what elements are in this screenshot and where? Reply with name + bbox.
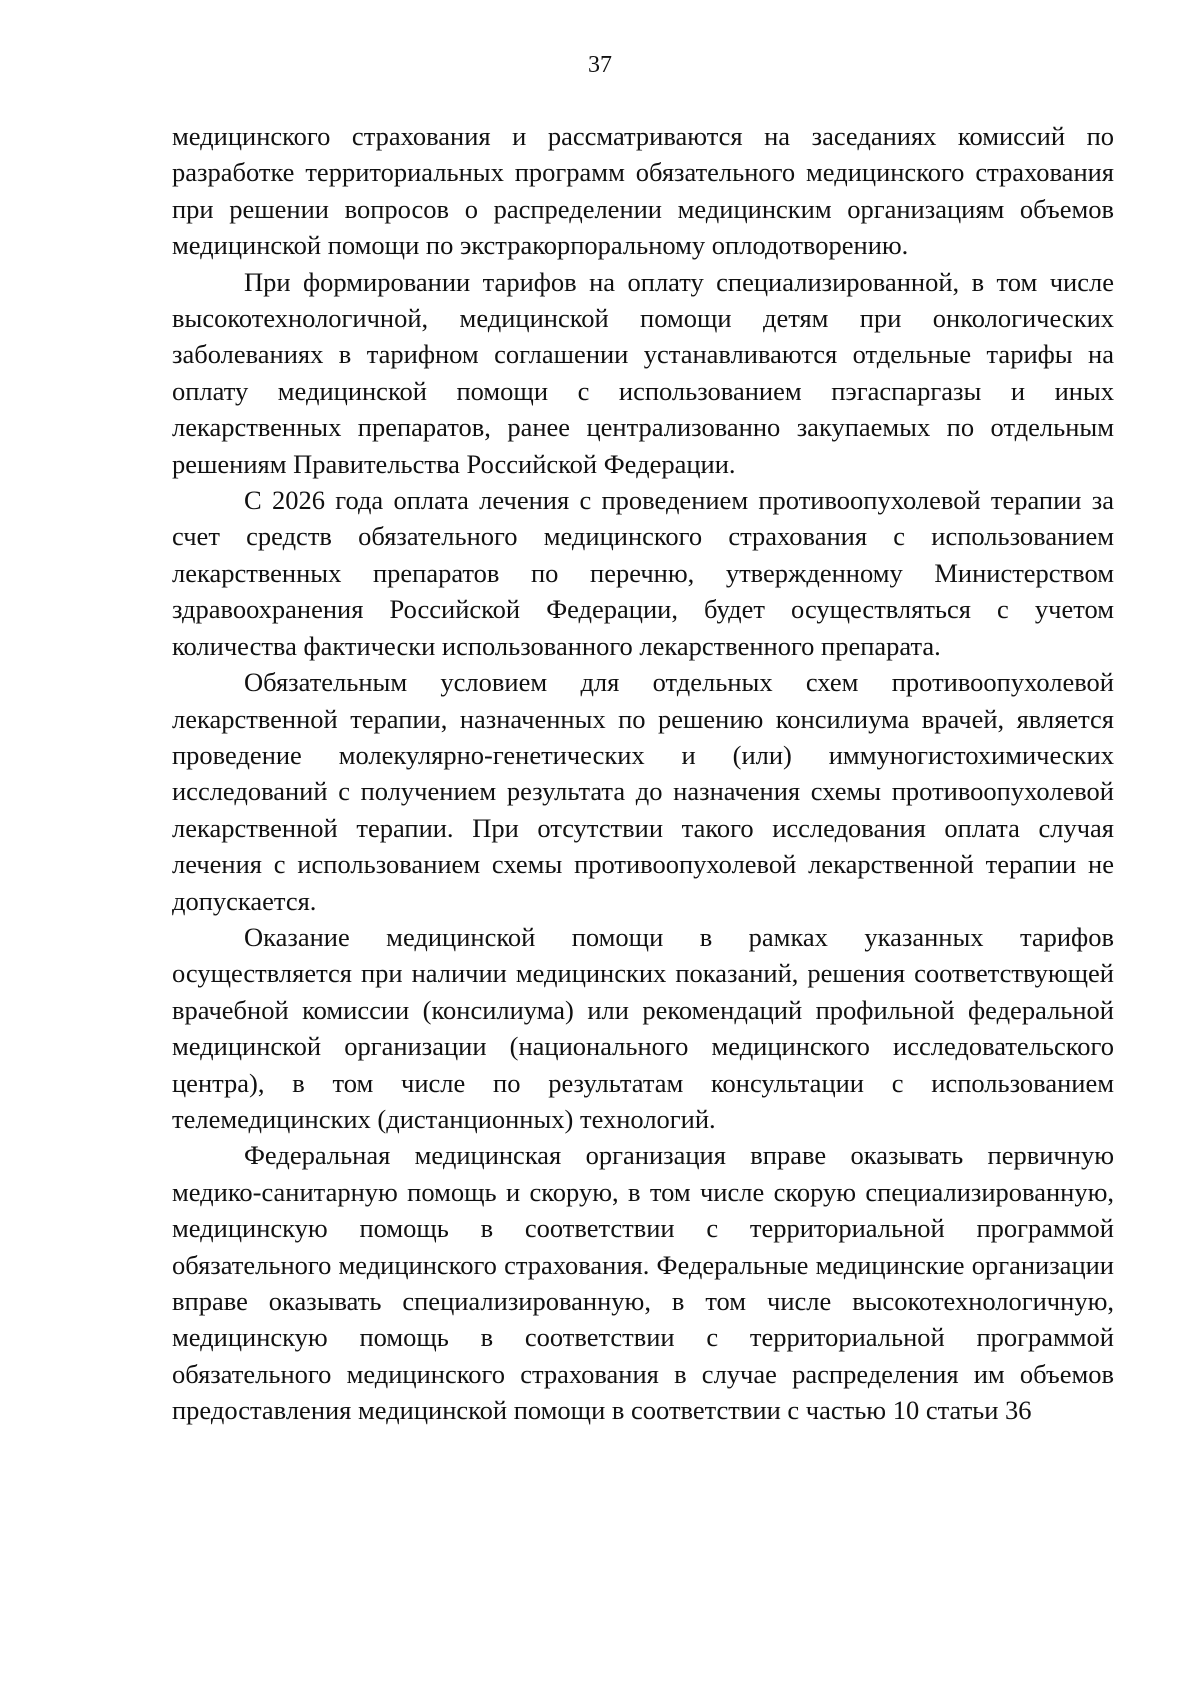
- paragraph-5: Оказание медицинской помощи в рамках указанных тарифов осуществляется при наличии медицинских показаний, решения соответствующей врачебной комиссии (консилиума) или рекомендаций профильной федеральной медицинской организации (национального медицинского исследовательского центра), в том числе по результатам консультации с использованием телемедицинских (дистанционных) технологий.: [172, 921, 1114, 1134]
- paragraph-1: медицинского страхования и рассматриваются на заседаниях комиссий по разработке территориальных программ обязательного медицинского страхования при решении вопросов о распределении медицинским организациям объемов медицинской помощи по экстракорпоральному оплодотворению.: [172, 121, 1114, 261]
- paragraph-3: С 2026 года оплата лечения с проведением противоопухолевой терапии за счет средств обязательного медицинского страхования с использованием лекарственных препаратов по перечню, утвержденному Министерством здравоохранения Российской Федерации, будет осуществляться с учетом количества фактически использованного лекарственного препарата.: [172, 485, 1114, 661]
- paragraph-6: Федеральная медицинская организация вправе оказывать первичную медико-санитарную помощь и скорую, в том числе скорую специализированную, медицинскую помощь в соответствии с территориальной программой обязательного медицинского страхования. Федеральные медицинские организации вправе оказывать специализированную, в том числе высокотехнологичную, медицинскую помощь в соответствии с территориальной программой обязательного медицинского страхования в случае распределения им объемов предоставления медицинской помощи в соответствии с частью 10 статьи 36: [172, 1140, 1114, 1426]
- paragraph-2: При формировании тарифов на оплату специализированной, в том числе высокотехнологичной, медицинской помощи детям при онкологических заболеваниях в тарифном соглашении устанавливаются отдельные тарифы на оплату медицинской помощи с использованием пэгаспаргазы и иных лекарственных препаратов, ранее централизованно закупаемых по отдельным решениям Правительства Российской Федерации.: [172, 266, 1114, 479]
- paragraph-4: Обязательным условием для отдельных схем противоопухолевой лекарственной терапии, назначенных по решению консилиума врачей, является проведение молекулярно-генетических и (или) иммуногистохимических исследований с получением результата до назначения схемы противоопухолевой лекарственной терапии. При отсутствии такого исследования оплата случая лечения с использованием схемы противоопухолевой лекарственной терапии не допускается.: [172, 667, 1114, 916]
- document-body: [172, 118, 1114, 1429]
- page-number: 37: [588, 52, 612, 78]
